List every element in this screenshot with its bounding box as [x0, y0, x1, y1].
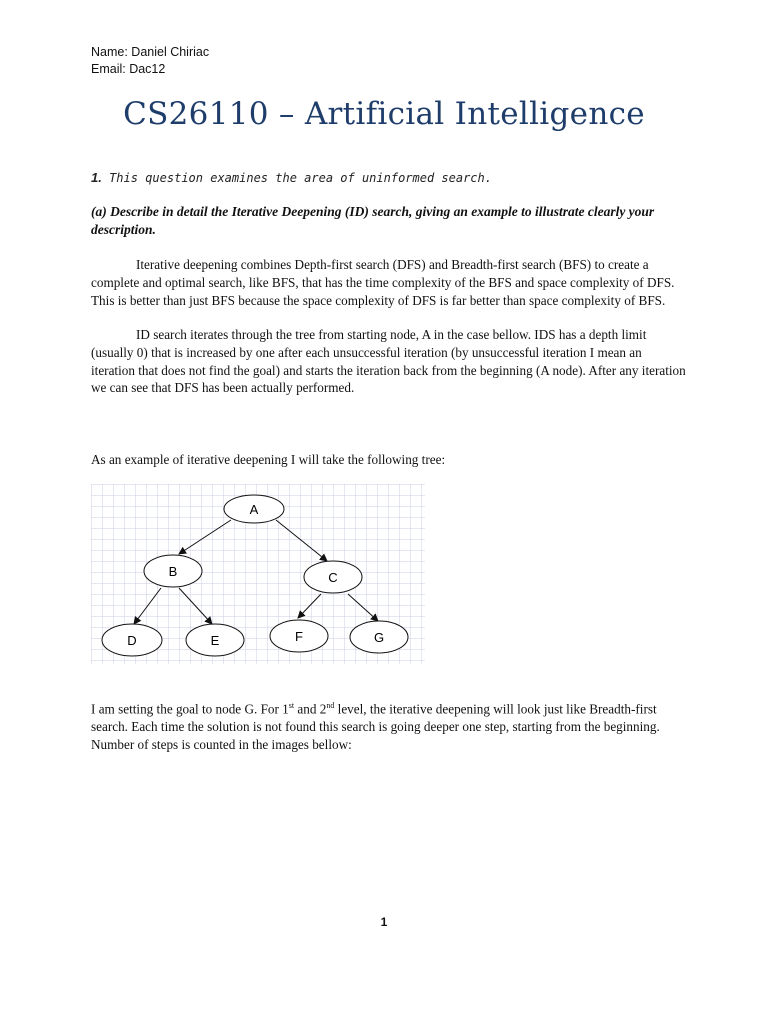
- node-label: C: [328, 570, 338, 585]
- node-label: B: [168, 564, 178, 579]
- paragraph-4-part-b: and 2: [294, 701, 327, 717]
- tree-node-a: [224, 495, 284, 523]
- tree-node-g: [350, 621, 408, 653]
- node-label: G: [373, 630, 385, 645]
- page-number: 1: [380, 915, 388, 929]
- paragraph-2: ID search iterates through the tree from starting node, A in the case bellow. IDS has a depth limit (usually 0) that is increased by one after each unsuccessful iteration (by unsuccessful iteration I mean an iteration that does not find the goal) and starts the iteration back from the beginning (A node). After any iteration we can see that DFS has been actually performed.: [91, 327, 686, 396]
- node-label: A: [249, 502, 259, 517]
- node-label: F: [295, 629, 303, 644]
- superscript-st: st: [288, 701, 295, 710]
- subquestion-a: (a) Describe in detail the Iterative Deepening (ID) search, giving an example to illustrate clearly your description.: [91, 204, 655, 237]
- document-title: CS26110 – Artificial Intelligence: [123, 96, 645, 132]
- question-heading: [91, 170, 492, 185]
- author-email: Email: Dac12: [91, 62, 166, 76]
- tree-node-e: [186, 624, 244, 656]
- question-number: 1.: [91, 170, 102, 185]
- superscript-nd: nd: [326, 701, 335, 710]
- author-info: [91, 44, 209, 78]
- node-label: E: [210, 633, 220, 648]
- tree-diagram: [91, 484, 425, 664]
- node-label: D: [127, 633, 137, 648]
- paragraph-3: As an example of iterative deepening I will take the following tree:: [91, 452, 446, 467]
- tree-node-f: [270, 620, 328, 652]
- question-text: This question examines the area of uninformed search.: [109, 171, 492, 185]
- paragraph-4-part-a: I am setting the goal to node G. For 1: [91, 701, 289, 717]
- paragraph-1: Iterative deepening combines Depth-first search (DFS) and Breadth-first search (BFS) to create a complete and optimal search, like BFS, that has the time complexity of the BFS and space complexity of DFS. This is better than just BFS because the space complexity of DFS is far better than space complexity of BFS.: [91, 257, 675, 308]
- author-name: Name: Daniel Chiriac: [91, 45, 210, 59]
- paragraph-4-part-c: level, the iterative deepening will look just like Breadth-first search. Each time the solution is not found this search is going deeper one step, starting from the beginning. Number of steps is counted in the images bellow:: [91, 701, 660, 752]
- paragraph-4: [91, 697, 686, 754]
- tree-node-c: [304, 561, 362, 593]
- tree-node-b: [144, 555, 202, 587]
- tree-node-d: [102, 624, 162, 656]
